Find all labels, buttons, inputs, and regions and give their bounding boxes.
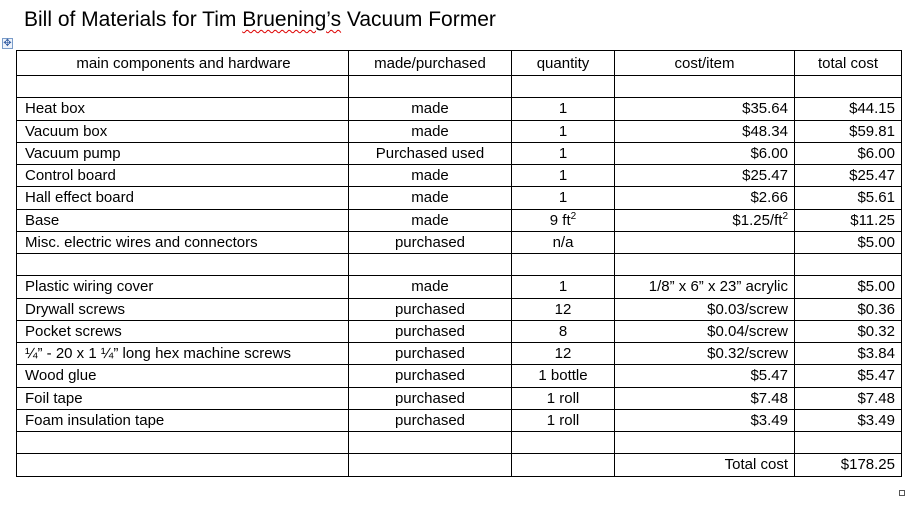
cell-cost-per-item [615,254,795,276]
cell-total-cost-text: $0.32 [857,322,895,340]
table-row [17,187,902,209]
cell-total-cost-text: $44.15 [849,100,895,118]
cell-total-cost-text: $3.84 [857,345,895,363]
cell-total-cost-text: $5.00 [857,233,895,251]
cell-total-cost [795,120,902,142]
cell-quantity [512,298,615,320]
cell-component [17,165,349,187]
cell-component [17,254,349,276]
cell-quantity [512,432,615,454]
cell-quantity-text: 1 [558,100,568,118]
cell-component-text: Heat box [25,100,86,118]
cell-source-text: purchased [394,233,466,251]
cell-cost-per-item [615,98,795,120]
superscript-text: 2 [570,210,577,222]
cell-total-cost-text: $25.47 [849,167,895,185]
cell-component [17,298,349,320]
cell-total-cost-text: $7.48 [857,389,895,407]
cell-quantity-text: 1 [558,278,568,296]
cell-cost-per-item [615,320,795,342]
cell-cost-per-item-text: $6.00 [750,144,788,162]
cell-component [17,231,349,253]
cell-quantity [512,142,615,164]
cell-source [349,454,512,476]
header-quantity: quantity [512,51,615,76]
cell-component [17,432,349,454]
cell-source-text: purchased [394,345,466,363]
total-row [17,454,902,476]
cell-total-cost [795,365,902,387]
cell-quantity [512,387,615,409]
table-resize-handle[interactable] [899,490,905,496]
cell-total-cost [795,254,902,276]
cell-quantity-text: 12 [554,300,572,318]
table-row [17,142,902,164]
cell-source-text: made [411,122,449,140]
cell-component [17,454,349,476]
cell-total-cost [795,343,902,365]
cell-cost-per-item [615,298,795,320]
table-row [17,98,902,120]
cell-source [349,98,512,120]
cell-cost-per-item [615,142,795,164]
cell-quantity-text: 1 [558,122,568,140]
cell-component [17,276,349,298]
cell-component [17,187,349,209]
cell-quantity [512,454,615,476]
cell-cost-per-item-text: $1.25/ft [732,211,783,229]
cell-cost-per-item [615,120,795,142]
cell-source [349,276,512,298]
cell-total-cost-text: $5.61 [857,189,895,207]
table-header-row [17,51,902,76]
superscript-text: 2 [782,210,788,222]
cell-cost-per-item [615,432,795,454]
table-row [17,409,902,431]
cell-component [17,387,349,409]
table-row [17,365,902,387]
cell-source-text: Purchased used [375,144,485,162]
cell-cost-per-item-text: $0.03/screw [707,300,788,318]
cell-cost-per-item [615,165,795,187]
cell-component-text: Foam insulation tape [25,411,165,429]
cell-quantity [512,209,615,231]
total-cost-label [615,454,795,476]
cell-component [17,343,349,365]
cell-cost-per-item-text: $0.32/screw [707,345,788,363]
table-row [17,165,902,187]
table-row [17,387,902,409]
cell-source [349,298,512,320]
cell-total-cost-text: $178.25 [840,456,895,474]
cell-cost-per-item [615,409,795,431]
cell-cost-per-item-text: 1/8” x 6” x 23” acrylic [648,278,788,296]
cell-cost-per-item-text: $0.04/screw [707,322,788,340]
cell-source-text: purchased [394,367,466,385]
cell-source [349,320,512,342]
header-total-cost: total cost [795,51,902,76]
cell-cost-per-item-text: $5.47 [750,367,788,385]
cell-source-text: made [411,189,449,207]
cell-quantity [512,120,615,142]
cell-cost-per-item-text: $3.49 [750,411,788,429]
table-row [17,298,902,320]
cell-source-text: purchased [394,300,466,318]
cell-source-text: purchased [394,322,466,340]
cell-quantity-text: 1 [558,144,568,162]
cell-quantity [512,98,615,120]
cell-quantity-text: 1 roll [546,389,580,407]
cell-component-text: Control board [25,167,116,185]
cell-quantity [512,76,615,98]
blank-row [17,254,902,276]
cell-total-cost-text: $5.47 [857,367,895,385]
table-row [17,343,902,365]
bill-of-materials-table [16,50,902,477]
cell-source-text: made [411,100,449,118]
cell-cost-per-item-text: $35.64 [742,100,788,118]
cell-component-text: Misc. electric wires and connectors [25,233,258,251]
cell-quantity [512,365,615,387]
cell-total-cost [795,276,902,298]
cell-quantity-text: 9 ft [549,211,571,229]
cell-total-cost-text: $0.36 [857,300,895,318]
document-title [24,8,496,32]
cell-source [349,120,512,142]
cell-total-cost [795,320,902,342]
cell-component-text: Foil tape [25,389,83,407]
cell-total-cost [795,387,902,409]
cell-component [17,120,349,142]
cell-component-text: Vacuum box [25,122,108,140]
cell-quantity [512,231,615,253]
cell-component [17,98,349,120]
cell-total-cost [795,187,902,209]
cell-quantity-text: 1 [558,167,568,185]
cell-quantity-text: 8 [558,322,568,340]
cell-total-cost [795,409,902,431]
table-body [17,51,902,477]
cell-cost-per-item [615,276,795,298]
cell-source [349,187,512,209]
cell-source [349,231,512,253]
header-components: main components and hardware [17,51,349,76]
cell-source [349,254,512,276]
cell-total-cost-text: $3.49 [857,411,895,429]
table-row [17,209,902,231]
cell-quantity [512,254,615,276]
cell-component-text: Wood glue [25,367,97,385]
cell-cost-per-item [615,343,795,365]
blank-row [17,76,902,98]
cell-quantity [512,165,615,187]
cell-cost-per-item-text: Total cost [724,456,788,474]
cell-total-cost-text: $11.25 [850,211,895,229]
cell-cost-per-item [615,76,795,98]
cell-source [349,387,512,409]
table-move-handle-icon[interactable]: ✥ [3,38,12,49]
total-cost-value [795,454,902,476]
cell-quantity [512,320,615,342]
table-row [17,120,902,142]
cell-component-text: ¼” - 20 x 1 ¼” long hex machine screws [25,345,291,363]
cell-component-text: Base [25,211,60,229]
cell-source [349,165,512,187]
cell-source-text: purchased [394,389,466,407]
cell-quantity-text: 1 [558,189,568,207]
cell-total-cost [795,432,902,454]
cell-quantity [512,343,615,365]
cell-component [17,142,349,164]
cell-total-cost [795,76,902,98]
header-made-purchased: made/purchased [349,51,512,76]
cell-quantity [512,409,615,431]
cell-total-cost [795,165,902,187]
cell-total-cost [795,298,902,320]
cell-source [349,76,512,98]
blank-row [17,432,902,454]
table-row [17,320,902,342]
cell-cost-per-item [615,387,795,409]
cell-cost-per-item [615,365,795,387]
cell-component-text: Hall effect board [25,189,134,207]
cell-quantity-text: 12 [554,345,572,363]
cell-component [17,365,349,387]
cell-cost-per-item [615,231,795,253]
cell-component [17,320,349,342]
cell-total-cost-text: $5.00 [857,278,895,296]
cell-cost-per-item [615,209,795,231]
cell-cost-per-item-text: $48.34 [742,122,788,140]
table-row [17,276,902,298]
cell-total-cost [795,142,902,164]
cell-source [349,432,512,454]
cell-quantity-text: 1 roll [546,411,580,429]
cell-total-cost [795,209,902,231]
cell-quantity [512,187,615,209]
cell-total-cost [795,231,902,253]
cell-component [17,76,349,98]
cell-source-text: purchased [394,411,466,429]
cell-total-cost-text: $59.81 [849,122,895,140]
cell-source [349,365,512,387]
cell-component-text: Plastic wiring cover [25,278,154,296]
cell-quantity-text: 1 bottle [538,367,588,385]
cell-component-text: Pocket screws [25,322,122,340]
cell-source [349,343,512,365]
cell-total-cost-text: $6.00 [857,144,895,162]
cell-source-text: made [411,278,449,296]
cell-component-text: Vacuum pump [25,144,121,162]
cell-source [349,209,512,231]
cell-component-text: Drywall screws [25,300,126,318]
cell-cost-per-item-text: $2.66 [750,189,788,207]
header-cost-per-item: cost/item [615,51,795,76]
cell-cost-per-item-text: $25.47 [742,167,788,185]
cell-source [349,409,512,431]
table-row [17,231,902,253]
cell-source-text: made [411,167,449,185]
cell-quantity [512,276,615,298]
cell-quantity-text: n/a [552,233,574,251]
title-misspelled-word: Bruening’s [242,8,342,31]
cell-cost-per-item-text: $7.48 [750,389,788,407]
cell-total-cost [795,98,902,120]
cell-component [17,409,349,431]
cell-component [17,209,349,231]
cell-source-text: made [411,211,449,229]
title-suffix: Vacuum Former [341,8,496,31]
cell-cost-per-item [615,187,795,209]
cell-source [349,142,512,164]
title-prefix: Bill of Materials for Tim [24,8,243,31]
